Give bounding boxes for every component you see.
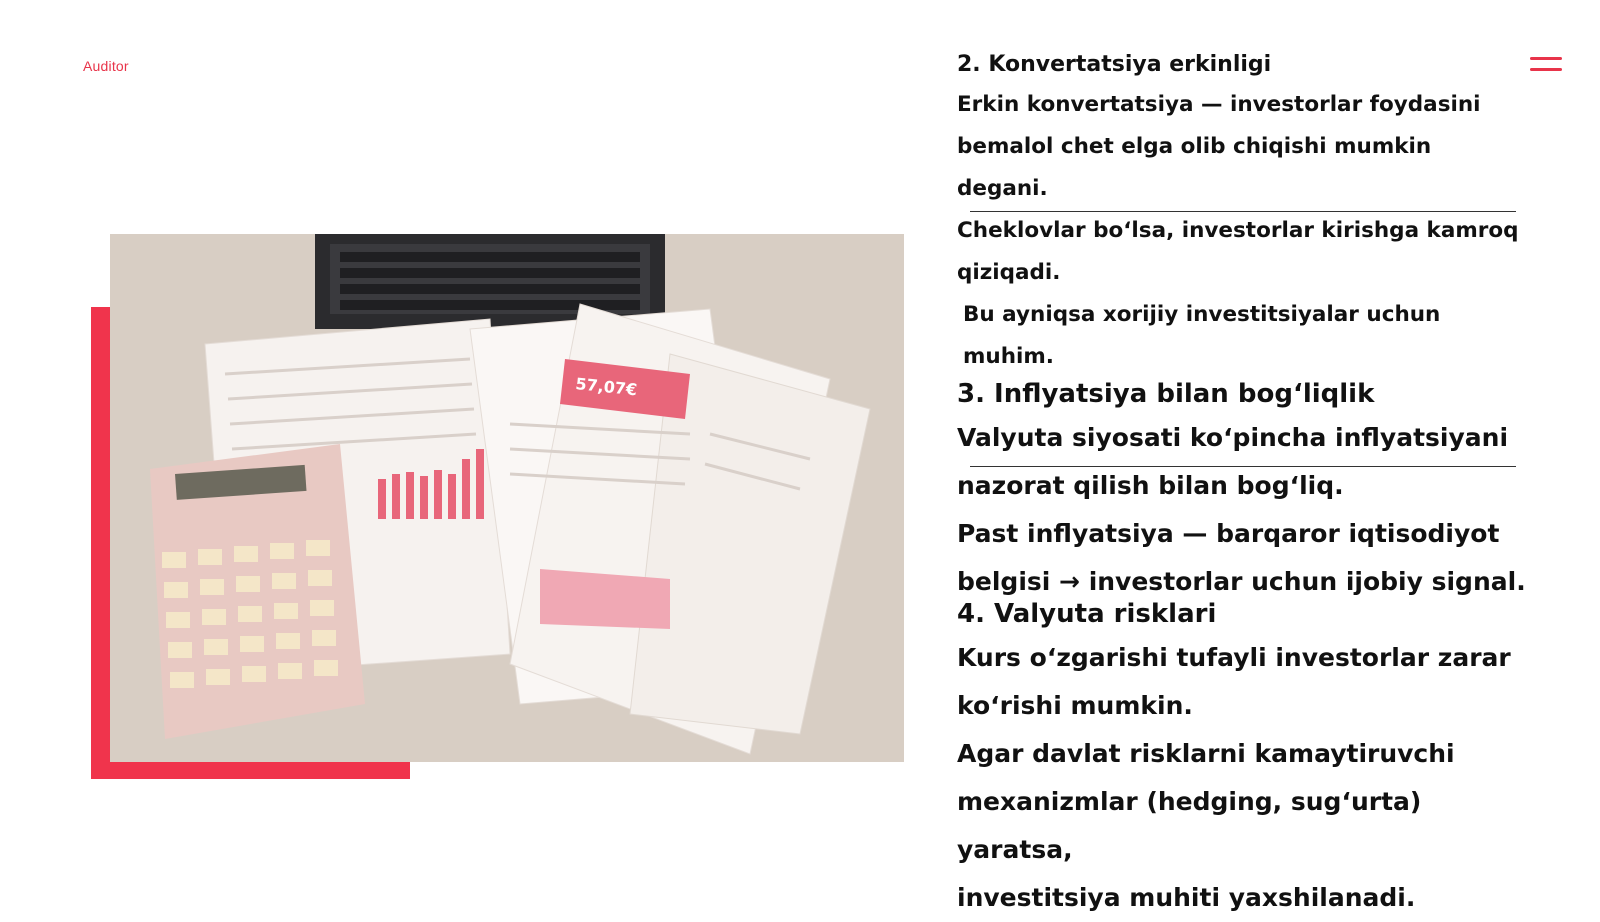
content-column xyxy=(957,46,1527,922)
paragraph-line: ko‘rishi mumkin. xyxy=(957,691,1193,720)
paragraph-line: Past inflyatsiya — barqaror iqtisodiyot xyxy=(957,519,1500,548)
section-heading-konvertatsiya: 2. Konvertatsiya erkinligi xyxy=(957,52,1272,77)
paragraph-line: nazorat qilish bilan bog‘liq. xyxy=(957,471,1344,500)
divider-line xyxy=(970,466,1516,467)
price-tag-text: 57,07€ xyxy=(574,374,638,400)
paragraph-line: mexanizmlar (hedging, sug‘urta) yaratsa, xyxy=(957,787,1422,864)
paragraph-line: Kurs o‘zgarishi tufayli investorlar zarar xyxy=(957,643,1511,672)
menu-line xyxy=(1530,57,1562,60)
brand-logo-text[interactable]: Auditor xyxy=(83,58,129,74)
paragraph-line: qiziqadi. xyxy=(957,260,1061,285)
paragraph-line: Bu ayniqsa xorijiy investitsiyalar uchun muhim. xyxy=(963,302,1441,369)
calculator-and-reports-photo xyxy=(110,234,904,762)
paragraph-line: belgisi → investorlar uchun ijobiy signal. xyxy=(957,567,1526,596)
paragraph-line: investitsiya muhiti yaxshilanadi. xyxy=(957,883,1416,912)
paragraph-line: Agar davlat risklarni kamaytiruvchi xyxy=(957,739,1455,768)
menu-line xyxy=(1530,68,1562,71)
section-heading-valyuta-risklari: 4. Valyuta risklari xyxy=(957,599,1217,629)
paragraph-line: Valyuta siyosati ko‘pincha inflyatsiyani xyxy=(957,423,1509,452)
divider-line xyxy=(970,211,1516,212)
paragraph-line: bemalol chet elga olib chiqishi mumkin degani. xyxy=(957,134,1432,201)
paragraph-line: Cheklovlar bo‘lsa, investorlar kirishga kamroq xyxy=(957,218,1519,243)
hamburger-menu-icon[interactable] xyxy=(1530,56,1562,74)
paragraph-line: Erkin konvertatsiya — investorlar foydasini xyxy=(957,92,1481,117)
section-heading-inflyatsiya: 3. Inflyatsiya bilan bog‘liqlik xyxy=(957,379,1375,409)
